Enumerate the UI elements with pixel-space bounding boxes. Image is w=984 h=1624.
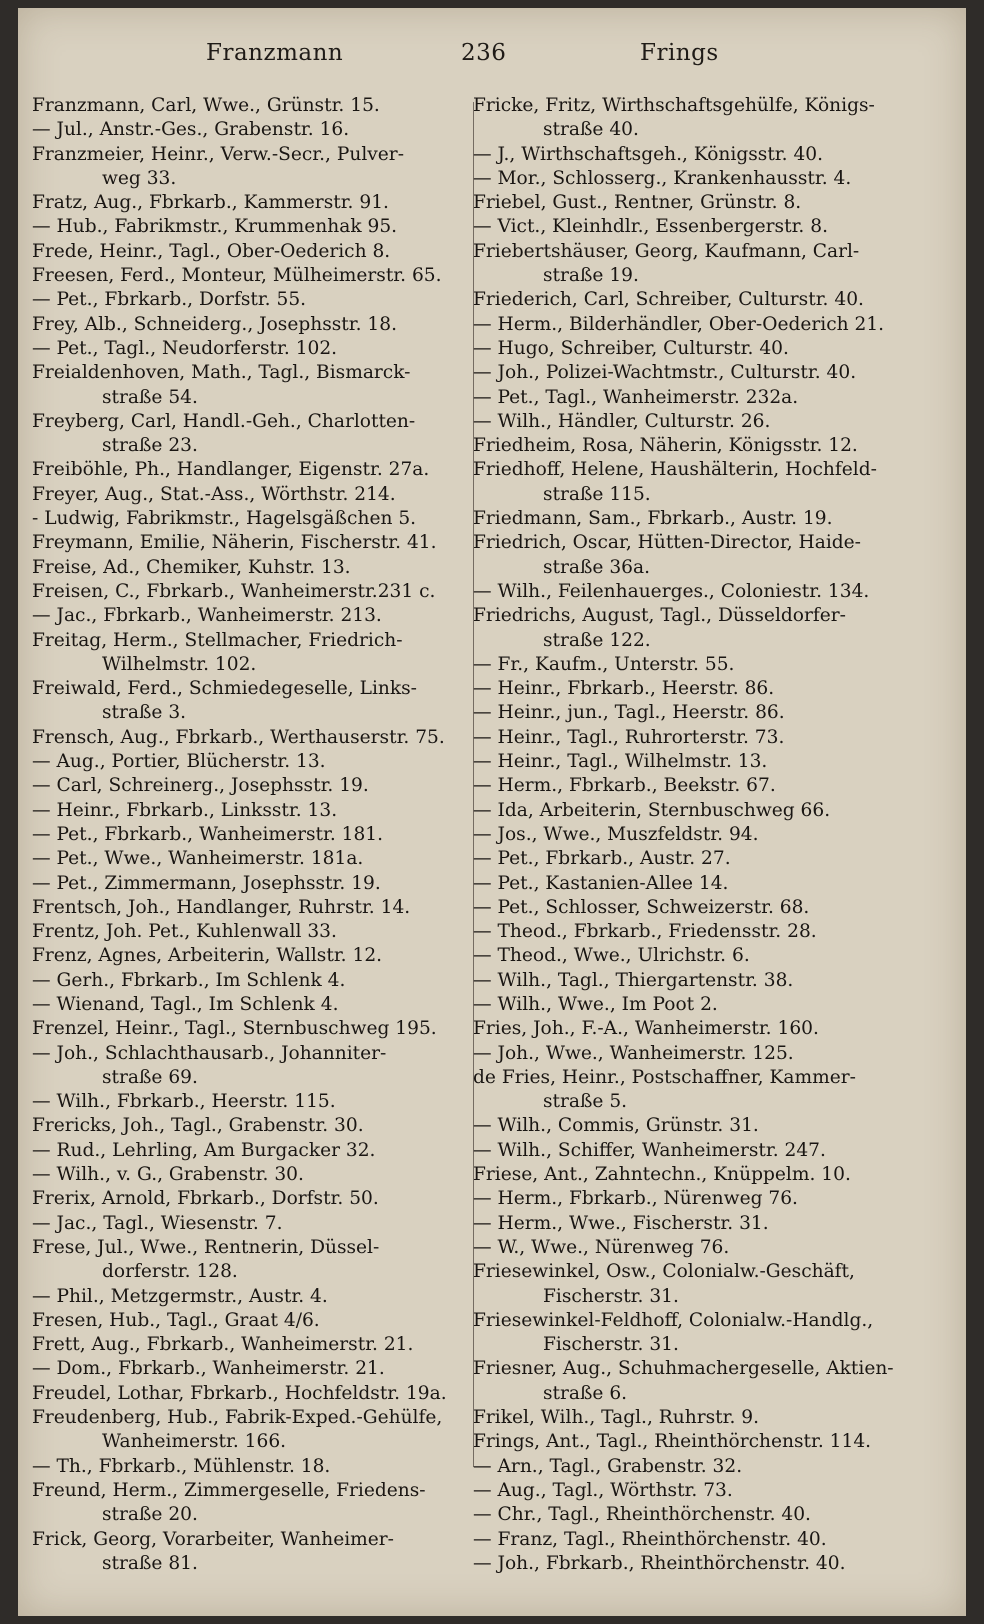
directory-entry [473, 434, 943, 458]
entry-line: Friese, Ant., Zahntechn., Knüppelm. 10. [473, 1164, 851, 1186]
entry-line: — Pet., Tagl., Neudorferstr. 102. [32, 337, 338, 359]
entry-line: — Pet., Fbrkarb., Austr. 27. [473, 848, 731, 870]
entry-line: Frings, Ant., Tagl., Rheinthörchenstr. 114. [473, 1431, 872, 1453]
directory-entry [473, 143, 943, 167]
directory-entry [473, 750, 943, 774]
entry-continuation-line: straße 122. [543, 629, 651, 651]
entry-line: — Hugo, Schreiber, Culturstr. 40. [473, 337, 789, 359]
directory-entry [473, 337, 943, 361]
entry-continuation-line: straße 36a. [543, 556, 650, 578]
entry-line: — Jac., Tagl., Wiesenstr. 7. [32, 1212, 283, 1234]
entry-continuation-line: straße 20. [102, 1504, 198, 1526]
directory-entry [32, 1017, 462, 1041]
directory-entry [473, 677, 943, 701]
directory-entry [32, 1139, 462, 1163]
directory-entry [32, 1285, 462, 1309]
entry-line: Fries, Joh., F.-A., Wanheimerstr. 160. [473, 1018, 819, 1040]
directory-entry [32, 1090, 462, 1114]
entry-line: — Wilh., Tagl., Thiergartenstr. 38. [473, 969, 794, 991]
entry-line: Friesewinkel-Feldhoff, Colonialw.-Handlg., [473, 1309, 874, 1331]
directory-entry [32, 483, 462, 507]
directory-entry [473, 288, 943, 312]
header-left-keyword: Franzmann [206, 40, 344, 66]
entry-line: Freymann, Emilie, Näherin, Fischerstr. 41. [32, 532, 437, 554]
directory-entry [32, 143, 462, 192]
directory-page [18, 8, 966, 1616]
directory-entry [32, 1528, 462, 1577]
directory-entry [473, 313, 943, 337]
entry-line: — Joh., Fbrkarb., Rheinthörchenstr. 40. [473, 1552, 846, 1574]
entry-line: — Joh., Polizei-Wachtmstr., Culturstr. 40. [473, 362, 857, 384]
entry-line: Frese, Jul., Wwe., Rentnerin, Düssel- [32, 1236, 380, 1258]
directory-entry [32, 1357, 462, 1381]
directory-entry [32, 1042, 462, 1091]
entry-continuation-line: straße 5. [543, 1091, 628, 1113]
directory-entry [473, 458, 943, 507]
directory-entry [473, 215, 943, 239]
entry-line: — Heinr., jun., Tagl., Heerstr. 86. [473, 702, 785, 724]
directory-entry [32, 1382, 462, 1406]
entry-line: — Wilh., Feilenhauerges., Coloniestr. 134. [473, 580, 870, 602]
entry-line: — Jos., Wwe., Muszfeldstr. 94. [473, 823, 759, 845]
directory-entry [473, 847, 943, 871]
directory-entry [32, 1163, 462, 1187]
entry-line: Fricke, Fritz, Wirthschaftsgehülfe, Königs- [473, 95, 875, 116]
entry-line: — Pet., Zimmermann, Josephsstr. 19. [32, 872, 381, 894]
directory-entry [32, 920, 462, 944]
directory-entry [32, 944, 462, 968]
entry-line: — Carl, Schreinerg., Josephsstr. 19. [32, 775, 369, 797]
directory-entry [473, 1528, 943, 1552]
directory-entry [473, 191, 943, 215]
directory-entry [473, 240, 943, 289]
directory-entry [32, 750, 462, 774]
entry-line: — Joh., Wwe., Wanheimerstr. 125. [473, 1042, 794, 1064]
directory-entry [473, 1187, 943, 1211]
entry-line: — Herm., Fbrkarb., Nürenweg 76. [473, 1188, 798, 1210]
entry-line: — Aug., Portier, Blücherstr. 13. [32, 751, 326, 773]
entry-line: Frenz, Agnes, Arbeiterin, Wallstr. 12. [32, 945, 383, 967]
entry-line: — Pet., Tagl., Wanheimerstr. 232a. [473, 386, 799, 408]
directory-entry [32, 1479, 462, 1528]
entry-line: — Wilh., v. G., Grabenstr. 30. [32, 1164, 304, 1186]
entry-line: — Fr., Kaufm., Unterstr. 55. [473, 653, 735, 675]
directory-entry [32, 361, 462, 410]
page-header [18, 40, 966, 74]
directory-entry [473, 1260, 943, 1309]
entry-line: — Pet., Kastanien-Allee 14. [473, 872, 729, 894]
entry-continuation-line: straße 40. [543, 119, 639, 141]
directory-entry [473, 386, 943, 410]
entry-line: Friedheim, Rosa, Näherin, Königsstr. 12. [473, 435, 858, 457]
entry-line: Friesewinkel, Osw., Colonialw.-Geschäft, [473, 1261, 855, 1283]
entry-line: — Theod., Wwe., Ulrichstr. 6. [473, 945, 750, 967]
entry-line: — Theod., Fbrkarb., Friedensstr. 28. [473, 921, 817, 943]
entry-line: — Heinr., Fbrkarb., Heerstr. 86. [473, 678, 775, 700]
entry-line: — Wilh., Commis, Grünstr. 31. [473, 1115, 759, 1137]
entry-line: — W., Wwe., Nürenweg 76. [473, 1236, 730, 1258]
directory-entry [473, 580, 943, 604]
directory-entry [473, 920, 943, 944]
entry-line: Frick, Georg, Vorarbeiter, Wanheimer- [32, 1528, 394, 1550]
directory-entry [32, 580, 462, 604]
entry-line: — Ida, Arbeiterin, Sternbuschweg 66. [473, 799, 831, 821]
directory-entry [32, 969, 462, 993]
entry-line: — Chr., Tagl., Rheinthörchenstr. 40. [473, 1504, 811, 1526]
entry-line: — Wienand, Tagl., Im Schlenk 4. [32, 993, 339, 1015]
entry-line: Frentz, Joh. Pet., Kuhlenwall 33. [32, 921, 337, 943]
entry-line: Friedmann, Sam., Fbrkarb., Austr. 19. [473, 508, 833, 530]
entry-line: — Franz, Tagl., Rheinthörchenstr. 40. [473, 1528, 827, 1550]
directory-entry [473, 774, 943, 798]
entry-line: Freiböhle, Ph., Handlanger, Eigenstr. 27a. [32, 459, 430, 481]
directory-entry [32, 288, 462, 312]
directory-entry [32, 191, 462, 215]
entry-line: Fratz, Aug., Fbrkarb., Kammerstr. 91. [32, 192, 389, 214]
entry-line: — Wilh., Schiffer, Wanheimerstr. 247. [473, 1139, 826, 1161]
directory-entry [32, 872, 462, 896]
entry-line: Friedhoff, Helene, Haushälterin, Hochfeld- [473, 459, 877, 481]
entry-line: Freesen, Ferd., Monteur, Mülheimerstr. 65. [32, 265, 442, 287]
directory-entry [32, 507, 462, 531]
entry-line: — Hub., Fabrikmstr., Krummenhak 95. [32, 216, 398, 238]
entry-line: Friederich, Carl, Schreiber, Culturstr. 40. [473, 289, 864, 311]
directory-entry [473, 1552, 943, 1576]
entry-line: — Pet., Wwe., Wanheimerstr. 181a. [32, 848, 364, 870]
directory-entry [32, 726, 462, 750]
directory-entry [32, 823, 462, 847]
directory-entry [473, 1017, 943, 1041]
directory-entry [473, 1406, 943, 1430]
entry-line: Frensch, Aug., Fbrkarb., Werthauserstr. 75. [32, 726, 445, 748]
directory-entry [32, 458, 462, 482]
directory-entry [473, 1309, 943, 1358]
entry-continuation-line: weg 33. [102, 167, 177, 189]
entry-line: Freitag, Herm., Stellmacher, Friedrich- [32, 629, 403, 651]
entry-continuation-line: straße 6. [543, 1382, 628, 1404]
directory-entry [473, 1430, 943, 1454]
entry-line: — Herm., Bilderhändler, Ober-Oederich 21. [473, 313, 885, 335]
directory-entry [473, 1066, 943, 1115]
directory-entry [32, 94, 462, 118]
directory-entry [32, 264, 462, 288]
entry-line: — Dom., Fbrkarb., Wanheimerstr. 21. [32, 1358, 385, 1380]
directory-entry [473, 799, 943, 823]
directory-entry [473, 701, 943, 725]
directory-entry [473, 167, 943, 191]
directory-entry [32, 1406, 462, 1455]
entry-line: — Wilh., Wwe., Im Poot 2. [473, 993, 718, 1015]
directory-entry [32, 531, 462, 555]
entry-line: — Heinr., Fbrkarb., Linksstr. 13. [32, 799, 338, 821]
directory-entry [32, 1309, 462, 1333]
directory-entry [473, 993, 943, 1017]
entry-continuation-line: Wilhelmstr. 102. [102, 653, 257, 675]
directory-entry [473, 1042, 943, 1066]
directory-entry [32, 799, 462, 823]
entry-line: Freialdenhoven, Math., Tagl., Bismarck- [32, 362, 411, 384]
directory-entry [32, 556, 462, 580]
page-number: 236 [461, 40, 507, 66]
entry-line: Freund, Herm., Zimmergeselle, Friedens- [32, 1479, 426, 1501]
directory-entry [473, 1503, 943, 1527]
directory-entry [32, 1187, 462, 1211]
entry-line: Frericks, Joh., Tagl., Grabenstr. 30. [32, 1115, 364, 1137]
entry-line: — Herm., Fbrkarb., Beekstr. 67. [473, 775, 776, 797]
directory-entry [32, 1212, 462, 1236]
entry-continuation-line: Fischerstr. 31. [543, 1334, 679, 1356]
right-column [473, 94, 943, 1576]
entry-line: Freudel, Lothar, Fbrkarb., Hochfeldstr. 19a. [32, 1382, 447, 1404]
entry-line: Frett, Aug., Fbrkarb., Wanheimerstr. 21. [32, 1334, 414, 1356]
entry-line: Frikel, Wilh., Tagl., Ruhrstr. 9. [473, 1407, 760, 1429]
entry-line: Friebertshäuser, Georg, Kaufmann, Carl- [473, 240, 860, 262]
entry-line: — Pet., Schlosser, Schweizerstr. 68. [473, 896, 810, 918]
directory-entry [473, 896, 943, 920]
entry-line: — Pet., Fbrkarb., Dorfstr. 55. [32, 289, 307, 311]
directory-entry [473, 726, 943, 750]
entry-line: — Th., Fbrkarb., Mühlenstr. 18. [32, 1455, 331, 1477]
entry-continuation-line: Fischerstr. 31. [543, 1285, 679, 1307]
entry-line: Fresen, Hub., Tagl., Graat 4/6. [32, 1309, 320, 1331]
entry-line: — Pet., Fbrkarb., Wanheimerstr. 181. [32, 823, 384, 845]
entry-line: Franzmeier, Heinr., Verw.-Secr., Pulver- [32, 143, 404, 165]
directory-entry [32, 847, 462, 871]
entry-continuation-line: Wanheimerstr. 166. [102, 1431, 287, 1453]
directory-entry [473, 1479, 943, 1503]
directory-entry [473, 944, 943, 968]
entry-line: — Arn., Tagl., Grabenstr. 32. [473, 1455, 743, 1477]
directory-entry [473, 969, 943, 993]
entry-continuation-line: straße 54. [102, 386, 198, 408]
entry-line: — Heinr., Tagl., Ruhrorterstr. 73. [473, 726, 785, 748]
entry-line: Frede, Heinr., Tagl., Ober-Oederich 8. [32, 240, 391, 262]
directory-entry [32, 313, 462, 337]
directory-entry [32, 337, 462, 361]
entry-line: Friedrich, Oscar, Hütten-Director, Haide- [473, 532, 861, 554]
entry-line: — Joh., Schlachthausarb., Johanniter- [32, 1042, 387, 1064]
directory-entry [473, 361, 943, 385]
entry-continuation-line: straße 81. [102, 1552, 198, 1574]
directory-entry [32, 604, 462, 628]
entry-line: — Gerh., Fbrkarb., Im Schlenk 4. [32, 969, 346, 991]
entry-continuation-line: straße 3. [102, 702, 187, 724]
directory-entry [32, 240, 462, 264]
entry-line: — Wilh., Fbrkarb., Heerstr. 115. [32, 1091, 336, 1113]
entry-continuation-line: straße 23. [102, 435, 198, 457]
directory-entry [32, 629, 462, 678]
entry-line: Freisen, C., Fbrkarb., Wanheimerstr.231 c. [32, 580, 436, 602]
entry-line: Friedrichs, August, Tagl., Düsseldorfer- [473, 605, 846, 627]
entry-line: — Heinr., Tagl., Wilhelmstr. 13. [473, 751, 768, 773]
entry-line: Frerix, Arnold, Fbrkarb., Dorfstr. 50. [32, 1188, 379, 1210]
entry-continuation-line: straße 115. [543, 483, 651, 505]
entry-line: Freyer, Aug., Stat.-Ass., Wörthstr. 214. [32, 483, 396, 505]
directory-entry [32, 774, 462, 798]
directory-entry [32, 896, 462, 920]
entry-line: Friebel, Gust., Rentner, Grünstr. 8. [473, 192, 802, 214]
directory-entry [473, 872, 943, 896]
directory-entry [473, 1212, 943, 1236]
entry-continuation-line: dorferstr. 128. [102, 1261, 238, 1283]
directory-entry [32, 1236, 462, 1285]
directory-entry [473, 1114, 943, 1138]
entry-line: Freiwald, Ferd., Schmiedegeselle, Links- [32, 678, 417, 700]
entry-line: - Ludwig, Fabrikmstr., Hagelsgäßchen 5. [32, 508, 417, 530]
left-column [32, 94, 462, 1576]
directory-entry [473, 604, 943, 653]
directory-entry [32, 1455, 462, 1479]
entry-line: Freyberg, Carl, Handl.-Geh., Charlotten- [32, 410, 416, 432]
directory-entry [473, 1163, 943, 1187]
entry-line: de Fries, Heinr., Postschaffner, Kammer- [473, 1066, 856, 1088]
entry-line: — Jul., Anstr.-Ges., Grabenstr. 16. [32, 119, 350, 141]
entry-line: — Vict., Kleinhdlr., Essenbergerstr. 8. [473, 216, 828, 238]
directory-entry [473, 1139, 943, 1163]
entry-line: Frey, Alb., Schneiderg., Josephsstr. 18. [32, 313, 398, 335]
directory-entry [32, 993, 462, 1017]
directory-entry [473, 410, 943, 434]
header-right-keyword: Frings [640, 40, 719, 66]
entry-line: — Phil., Metzgermstr., Austr. 4. [32, 1285, 328, 1307]
directory-entry [473, 823, 943, 847]
directory-entry [473, 531, 943, 580]
entry-line: — Mor., Schlosserg., Krankenhausstr. 4. [473, 167, 852, 189]
directory-entry [473, 1236, 943, 1260]
entry-line: Franzmann, Carl, Wwe., Grünstr. 15. [32, 95, 380, 116]
entry-line: — Rud., Lehrling, Am Burgacker 32. [32, 1139, 376, 1161]
entry-line: Freudenberg, Hub., Fabrik-Exped.-Gehülfe, [32, 1407, 443, 1429]
entry-continuation-line: straße 69. [102, 1066, 198, 1088]
directory-entry [473, 507, 943, 531]
entry-continuation-line: straße 19. [543, 265, 639, 287]
entry-line: Frentsch, Joh., Handlanger, Ruhrstr. 14. [32, 896, 411, 918]
directory-entry [32, 410, 462, 459]
entry-line: — Herm., Wwe., Fischerstr. 31. [473, 1212, 769, 1234]
entry-line: — Jac., Fbrkarb., Wanheimerstr. 213. [32, 605, 382, 627]
directory-entry [473, 94, 943, 143]
directory-entry [473, 653, 943, 677]
entry-line: — J., Wirthschaftsgeh., Königsstr. 40. [473, 143, 824, 165]
directory-entry [32, 215, 462, 239]
entry-line: Frenzel, Heinr., Tagl., Sternbuschweg 195. [32, 1018, 437, 1040]
entry-line: Freise, Ad., Chemiker, Kuhstr. 13. [32, 556, 351, 578]
entry-line: — Aug., Tagl., Wörthstr. 73. [473, 1479, 733, 1501]
directory-entry [32, 118, 462, 142]
entry-line: Friesner, Aug., Schuhmachergeselle, Aktien- [473, 1358, 894, 1380]
directory-entry [473, 1357, 943, 1406]
directory-entry [32, 1114, 462, 1138]
directory-entry [32, 1333, 462, 1357]
directory-entry [32, 677, 462, 726]
entry-line: — Wilh., Händler, Culturstr. 26. [473, 410, 771, 432]
directory-entry [473, 1455, 943, 1479]
